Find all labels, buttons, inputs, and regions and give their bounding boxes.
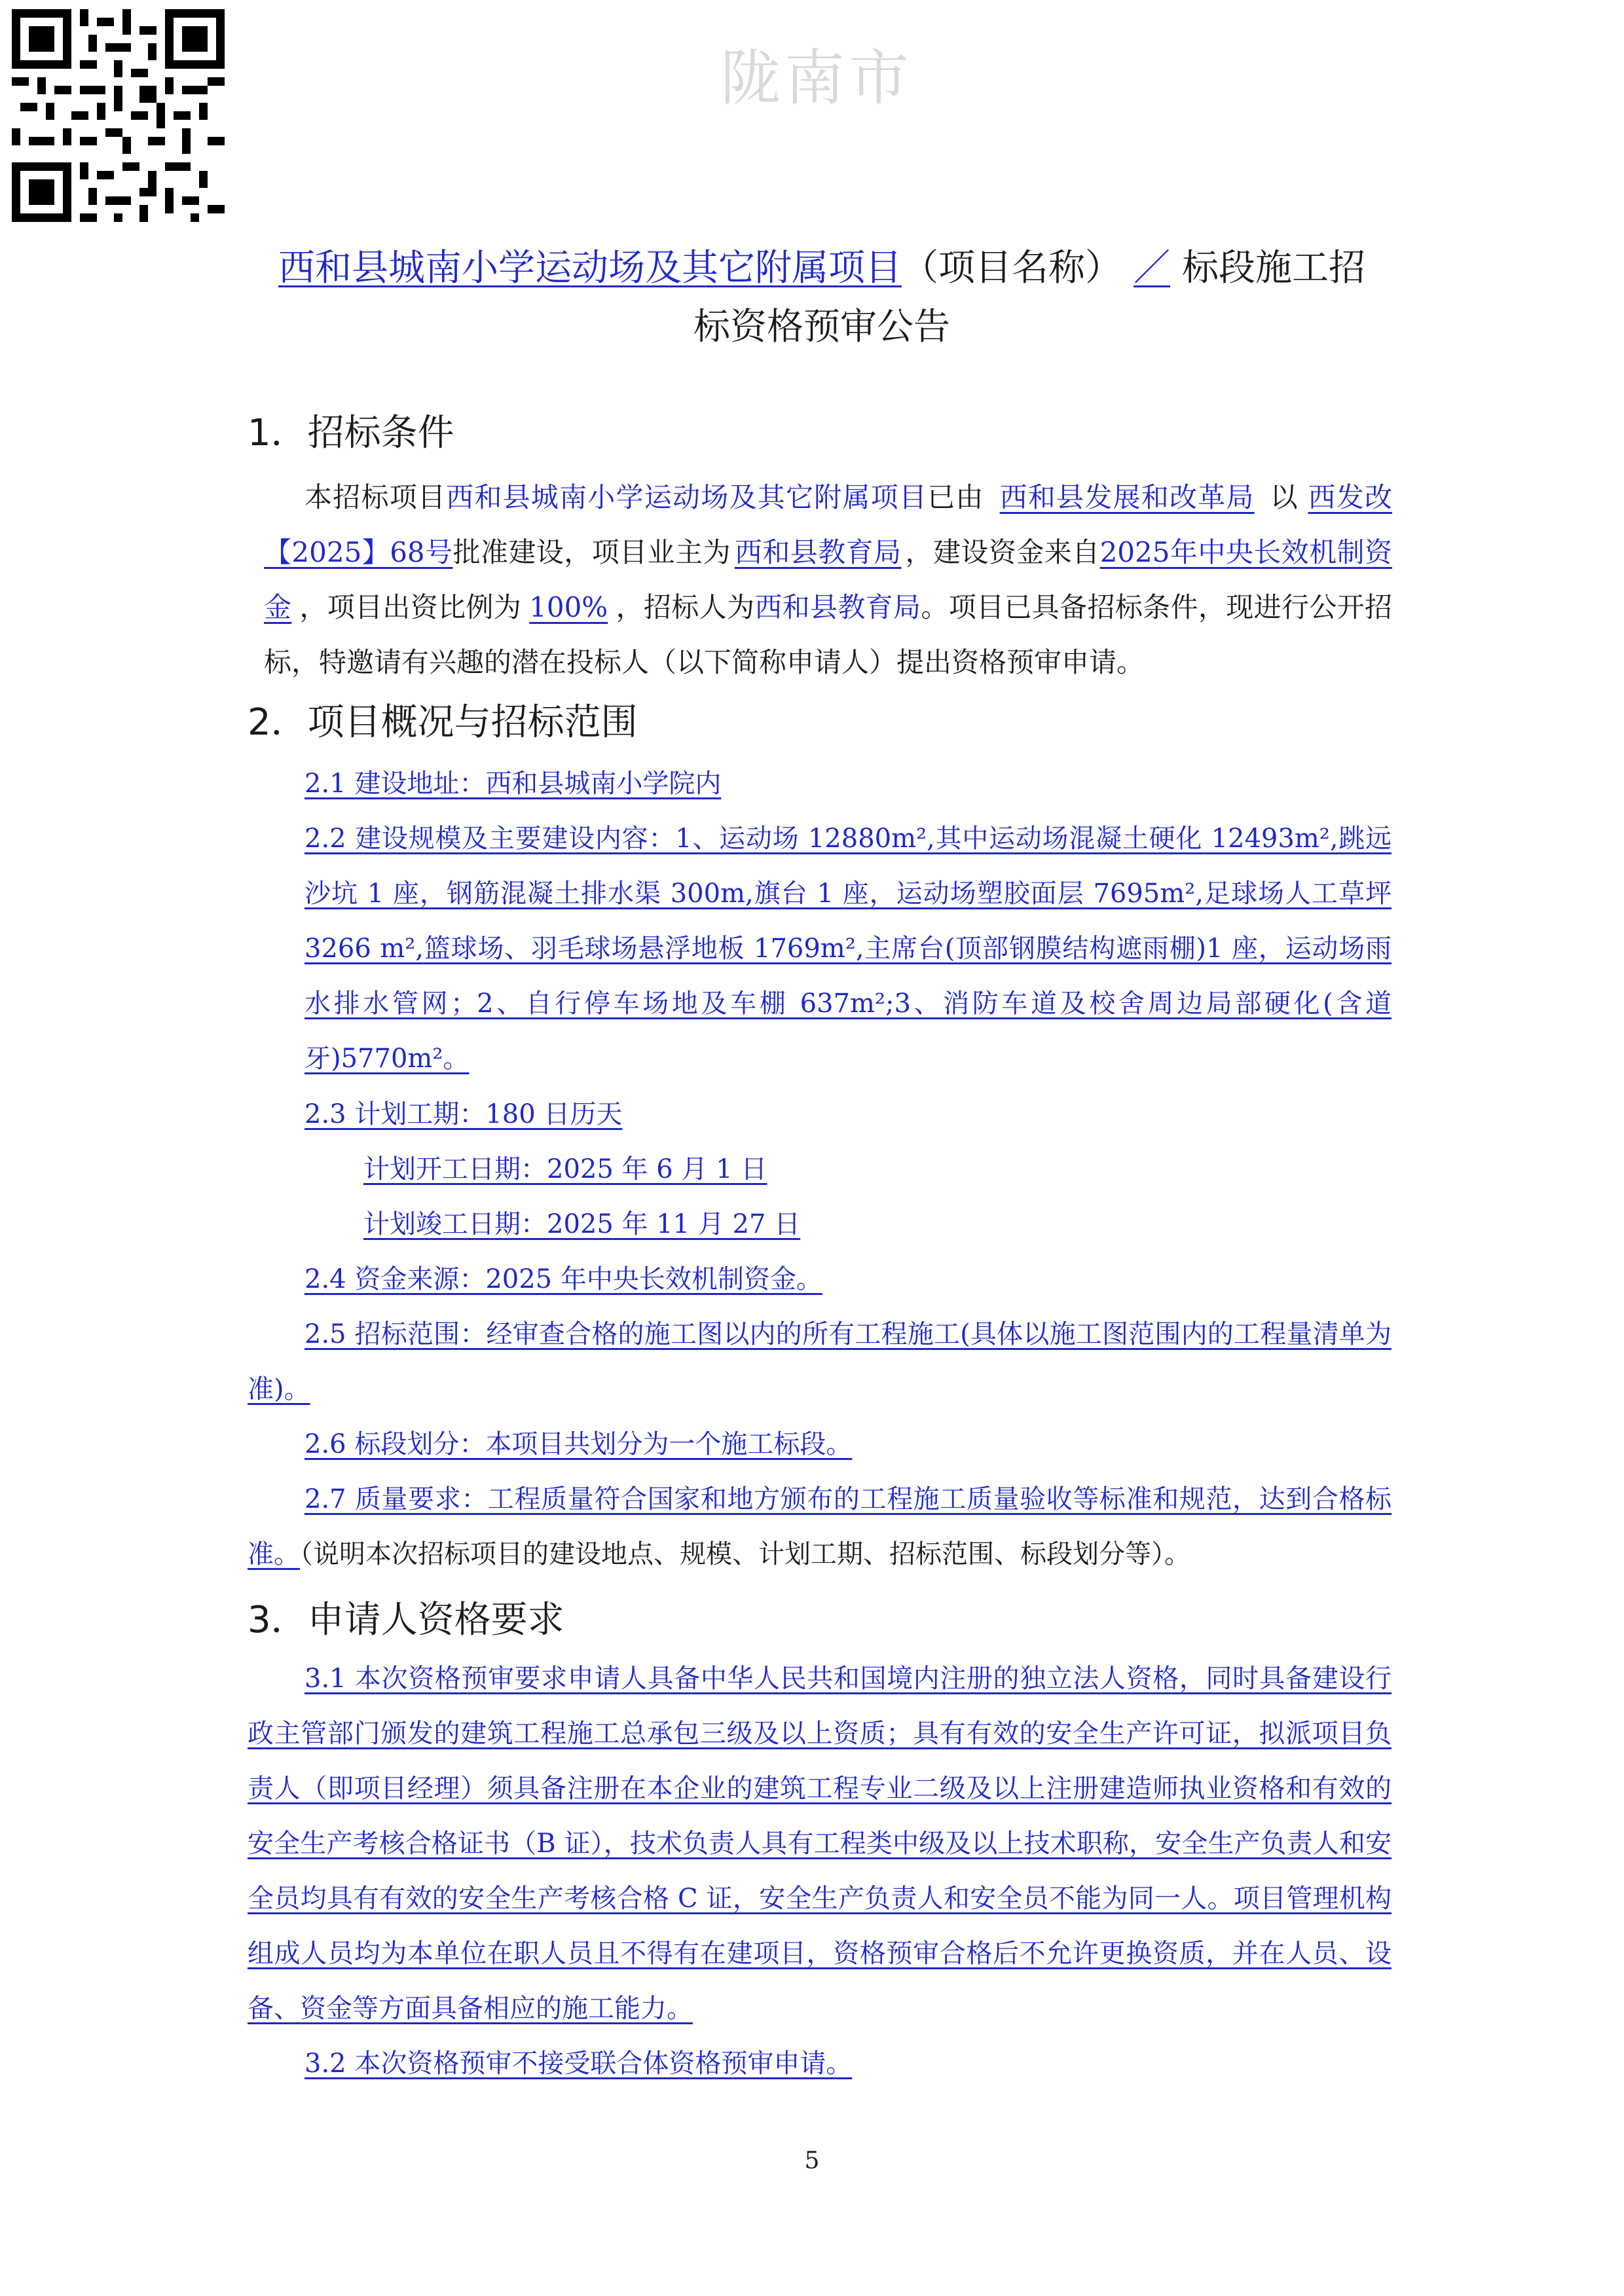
item-2-4: 2.4 资金来源：2025 年中央长效机制资金。 [304,1264,822,1294]
s1-ratio: 100% [529,591,608,623]
page-title [249,239,1395,357]
item-2-6: 2.6 标段划分：本项目共划分为一个施工标段。 [304,1429,853,1459]
item-3-2: 3.2 本次资格预审不接受联合体资格预审申请。 [304,2049,853,2079]
s1-text: ，项目出资比例为 [299,591,522,623]
item-2-2: 2.2 建设规模及主要建设内容：1、运动场 12880m²,其中运动场混凝土硬化 12493m²,跳远沙坑 1 座，钢筋混凝土排水渠 300m,旗台 1 座，运动场塑胶面层 7695m²,足球场人工草坪 3266 m²,篮球场、羽毛球场悬浮地板 1769m²,主席台(顶部钢膜结构遮雨棚)1 座，运动场雨水排水管网；2、自行停车场地及车棚 637m²;3、消防车道及校舍周边局部硬化(含道牙)5770m²。 [304,824,1392,1074]
s1-doc-no: 西发改【2025】68号 [264,481,1392,568]
item-2-3-end: 计划竣工日期：2025 年 11 月 27 日 [363,1209,801,1239]
s1-tenderer: 西和县教育局 [754,591,921,623]
item-2-3-start: 计划开工日期：2025 年 6 月 1 日 [363,1154,767,1184]
item-2-7 [248,1472,1392,1582]
s1-approver: 西和县发展和改革局 [999,481,1255,513]
s1-text: 已由 [927,481,984,513]
item-2-7-text: 2.7 质量要求：工程质量符合国家和地方颁布的工程施工质量验收等标准和规范，达到合格标准。 [248,1484,1392,1569]
item-2-5: 2.5 招标范围：经审查合格的施工图以内的所有工程施工(具体以施工图范围内的工程量清单为准)。 [248,1319,1392,1404]
title-line2: 标资格预审公告 [693,306,950,348]
title-project-name: 西和县城南小学运动场及其它附属项目 [278,247,902,289]
s1-text: 本招标项目 [304,481,447,513]
item-2-3: 2.3 计划工期：180 日历天 [304,1099,623,1129]
s1-project: 西和县城南小学运动场及其它附属项目 [446,481,928,513]
item-2-note: （说明本次招标项目的建设地点、规模、计划工期、招标范围、标段划分等）。 [300,1539,1190,1569]
s1-fund: 2025年中央长效机制资金 [264,536,1392,623]
item-2-1: 2.1 建设地址：西和县城南小学院内 [304,769,722,799]
s1-owner: 西和县教育局 [734,536,902,568]
title-bid-section: ／ [1134,247,1170,289]
qr-code [12,9,225,222]
item-3-1: 3.1 本次资格预审要求申请人具备中华人民共和国境内注册的独立法人资格，同时具备建设行政主管部门颁发的建筑工程施工总承包三级及以上资质；具有有效的安全生产许可证，拟派项目负责人（即项目经理）须具备注册在本企业的建筑工程专业二级及以上注册建造师执业资格和有效的安全生产考核合格证书（B 证），技术负责人具有工程类中级及以上技术职称，安全生产负责人和安全员均具有有效的安全生产考核合格 C 证，安全生产负责人和安全员不能为同一人。项目管理机构组成人员均为本单位在职人员且不得有在建项目，资格预审合格后不允许更换资质，并在人员、设备、资金等方面具备相应的施工能力。 [248,1664,1392,2024]
page-number: 5 [804,2147,820,2174]
s1-text: 批准建设，项目业主为 [452,536,731,568]
watermark: 陇南市 [720,43,913,113]
section-2-heading: 2．项目概况与招标范围 [248,701,638,744]
s1-text: 以 [1270,481,1299,513]
s1-text: ，招标人为 [616,591,755,623]
title-paren: （项目名称） [902,247,1122,289]
section-3-heading: 3．申请人资格要求 [248,1599,564,1641]
title-suffix: 标段施工招 [1182,247,1365,289]
s1-text: 。项目已具备招标条件，现进行公开招标，特邀请有兴趣的潜在投标人（以下简称申请人）提出资格预审申请。 [264,591,1392,678]
section-1-heading: 1．招标条件 [248,412,454,454]
section-1-paragraph [264,470,1392,690]
s1-text: ，建设资金来自 [905,536,1100,568]
